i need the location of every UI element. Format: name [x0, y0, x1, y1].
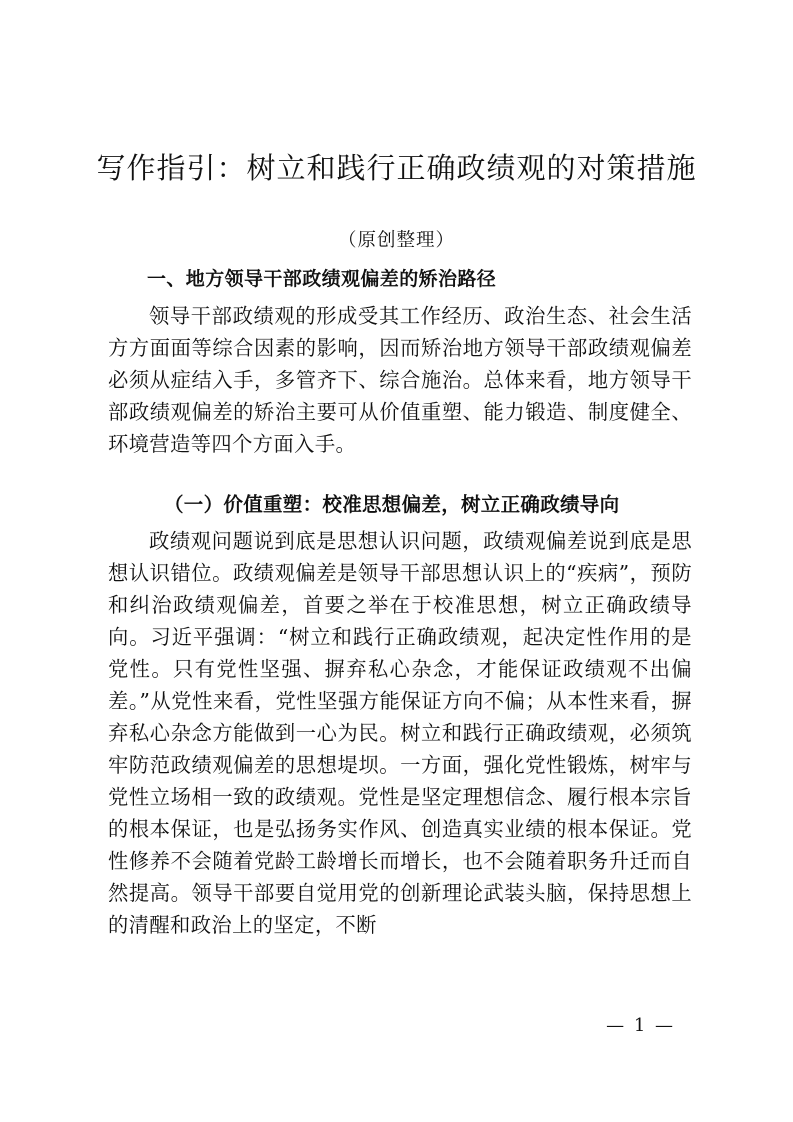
paragraph-2: 政绩观问题说到底是思想认识问题，政绩观偏差说到底是思想认识错位。政绩观偏差是领导干部思想认识上的“疾病”，预防和纠治政绩观偏差，首要之举在于校准思想，树立正确政绩导向。习近平强调：“树立和践行正确政绩观，起决定性作用的是党性。只有党性坚强、摒弃私心杂念，才能保证政绩观不出偏差。”从党性来看，党性坚强方能保证方向不偏；从本性来看，摒弃私心杂念方能做到一心为民。树立和践行正确政绩观，必须筑牢防范政绩观偏差的思想堤坝。一方面，强化党性锻炼，树牢与党性立场相一致的政绩观。党性是坚定理想信念、履行根本宗旨的根本保证，也是弘扬务实作风、创造真实业绩的根本保证。党性修养不会随着党龄工龄增长而增长，也不会随着职务升迁而自然提高。领导干部要自觉用党的创新理论武装头脑，保持思想上的清醒和政治上的坚定，不断 — [108, 529, 692, 937]
section-heading: 一、地方领导干部政绩观偏差的矫治路径 — [147, 268, 497, 290]
subsection-heading — [164, 490, 619, 520]
page-number: — 1 — — [606, 1015, 675, 1036]
document-title: 写作指引：树立和践行正确政绩观的对策措施 — [96, 151, 697, 185]
subsection-heading-text: 校准思想偏差，树立正确政绩导向 — [322, 493, 620, 516]
paragraph-1: 领导干部政绩观的形成受其工作经历、政治生态、社会生活方方面面等综合因素的影响，因而矫治地方领导干部政绩观偏差必须从症结入手，多管齐下、综合施治。总体来看，地方领导干部政绩观偏差的矫治主要可从价值重塑、能力锻造、制度健全、环境营造等四个方面入手。 — [108, 304, 692, 456]
document-subtitle: （原创整理） — [337, 230, 455, 251]
subsection-heading-label: （一）价值重塑： — [164, 493, 323, 516]
